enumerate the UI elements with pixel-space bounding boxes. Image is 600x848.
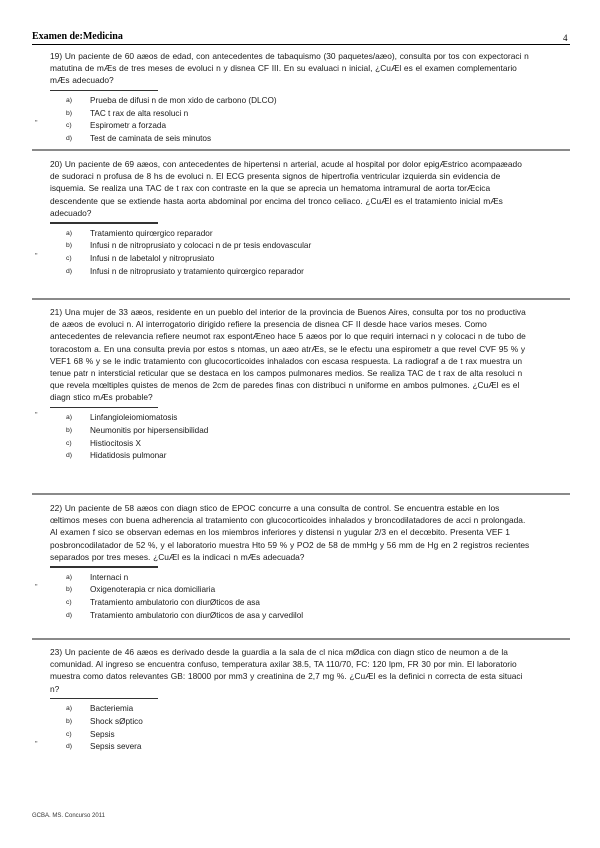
- correct-answer-marker: ": [35, 120, 38, 128]
- question-divider: [32, 149, 570, 151]
- question-divider: [32, 298, 570, 300]
- option-text: Oxigenoterapia cr nica domiciliaria: [90, 585, 216, 595]
- option-letter: d): [66, 743, 73, 751]
- question-stem: 20) Un paciente de 69 aæos, con antecedentes de hipertensi n arterial, acude al hospital por dolor epigÆstrico acompaæado de sudoraci n profusa de 8 hs de evoluci n. El ECG presenta signos de hipertrofia ventricular izquierda sin evidencia de isquemia. Se realiza una TAC de t rax con contraste en la que se aprecia un hematoma intramural de aorta torÆcica descendente que se extiende hasta aorta abdominal por encima del tronco celiaco. ¿CuÆl es el tratamiento inicial mÆs adecuado?: [50, 159, 522, 218]
- option-text: Tratamiento ambulatorio con diurØticos de asa: [90, 597, 260, 607]
- option-c[interactable]: [50, 729, 530, 742]
- correct-answer-marker: ": [35, 584, 38, 592]
- option-c[interactable]: [35, 252, 530, 266]
- option-text: Infusi n de nitroprusiato y colocaci n de pr tesis endovascular: [90, 241, 312, 251]
- option-a[interactable]: [50, 228, 530, 241]
- option-d[interactable]: [50, 133, 530, 146]
- option-c[interactable]: [35, 120, 530, 133]
- option-letter: c): [66, 439, 72, 447]
- option-text: Histiocitosis X: [90, 438, 141, 448]
- answer-underline: [50, 566, 158, 568]
- option-text: Tratamiento quirœrgico reparador: [90, 228, 213, 238]
- question-stem: 23) Un paciente de 46 aæos es derivado desde la guardia a la sala de cl nica mØdica con diagn stico de neumon a de la comunidad. Al ingreso se encuentra confuso, temperatura axilar 38.5, TA 110/70, FC: 120 lpm, FR 30 por min. El laboratorio muestra como datos relevantes GB: 18000 por mm3 y creatinina de 2,7 mg %. ¿CuÆl es la definici n correcta de esta situaci n?: [50, 647, 523, 694]
- option-letter: b): [66, 718, 73, 725]
- option-b[interactable]: [50, 108, 530, 121]
- question-divider: [32, 638, 570, 640]
- footer: GCBA. MS. Concurso 2011: [32, 813, 105, 819]
- option-letter: b): [66, 426, 73, 434]
- question-23: [35, 646, 530, 754]
- option-text: Internaci n: [90, 572, 129, 582]
- question-21: [35, 306, 530, 463]
- option-letter: d): [66, 135, 73, 143]
- option-letter: b): [66, 242, 73, 250]
- answer-underline: [50, 407, 158, 409]
- question-stem: 22) Un paciente de 58 aæos con diagn stico de EPOC concurre a una consulta de control. Se encuentra estable en los œltimos meses con buena adherencia al tratamiento con glucocorticoides inhalados y broncodilatadores de acci n prolongada. Al examen f sico se observan edemas en los miembros inferiores y distensi n yugular 2/3 en el decœbito. Presenta VEF 1 posbroncodilatador de 52 %, y el laboratorio muestra Hto 59 % y PO2 de 58 de mmHg y 56 mm de Hg en 2 registros recientes separados por tres meses. ¿CuÆl es la indicaci n mÆs adecuada?: [50, 503, 530, 562]
- option-text: TAC t rax de alta resoluci n: [90, 108, 189, 118]
- option-letter: a): [66, 97, 73, 105]
- option-text: Infusi n de labetalol y nitroprusiato: [90, 253, 215, 263]
- option-text: Bacteriemia: [90, 704, 134, 714]
- correct-answer-marker: ": [35, 252, 38, 260]
- option-text: Linfangioleiomiomatosis: [90, 413, 178, 423]
- option-c[interactable]: [50, 438, 530, 451]
- question-20: [35, 158, 530, 278]
- header-divider: [32, 44, 570, 45]
- option-letter: c): [66, 598, 72, 606]
- option-b[interactable]: [35, 584, 530, 597]
- option-text: Sepsis severa: [90, 742, 142, 752]
- option-d[interactable]: [50, 450, 530, 463]
- option-d[interactable]: [50, 610, 530, 623]
- option-text: Test de caminata de seis minutos: [90, 134, 212, 144]
- page-number: 4: [563, 33, 568, 43]
- correct-answer-marker: ": [35, 741, 38, 749]
- option-letter: a): [66, 414, 73, 422]
- answer-underline: [50, 222, 158, 224]
- option-letter: d): [66, 611, 73, 619]
- question-19: [35, 50, 530, 146]
- question-22: [35, 502, 530, 622]
- question-stem: 19) Un paciente de 60 aæos de edad, con antecedentes de tabaquismo (30 paquetes/aæo), consulta por tos con expectoraci n matutina de mÆs de tres meses de evoluci n y disnea CF III. En su evaluaci n inicial, ¿CuÆl es el examen complementario mÆs adecuado?: [50, 51, 529, 86]
- exam-title: Examen de:Medicina: [32, 31, 123, 42]
- option-letter: c): [66, 254, 72, 262]
- option-a[interactable]: [35, 412, 530, 425]
- option-text: Prueba de difusi n de mon xido de carbono (DLCO): [90, 96, 277, 106]
- option-letter: b): [66, 109, 73, 117]
- answer-underline: [50, 698, 158, 700]
- question-stem: 21) Una mujer de 33 aæos, residente en un pueblo del interior de la provincia de Buenos Aires, consulta por tos no productiva de aæos de evoluci n. Al interrogatorio dirigido refiere la presencia de disnea CF II desde hace varios meses. Como antecedentes de relevancia refiere neumot rax espontÆneo hace 5 aæos por lo que requiri internaci n y colocaci n de tubo de toracostom a. En una consulta previa por estos s ntomas, un aæo atrÆs, se le efectu una espirometr a que revel CVF 95 % y VEF1 68 % y se le indic tratamiento con glucocorticoides inhalados con escasa respuesta. La radiograf a de t rax muestra un tenue patr n intersticial reticular que se destaca en los campos pulmonares medios. Se realiza TAC de t rax de alta resoluci n que revela mœltiples quistes de menos de 2cm de paredes finas con distribuci n uniforme en ambos pulmones. ¿CuÆl es el diagn stico mÆs probable?: [50, 307, 526, 403]
- option-b[interactable]: [50, 240, 530, 253]
- option-text: Hidatidosis pulmonar: [90, 451, 167, 461]
- option-b[interactable]: [50, 716, 530, 729]
- option-text: Espirometr a forzada: [90, 121, 166, 131]
- option-letter: d): [66, 267, 73, 275]
- question-divider: [32, 493, 570, 495]
- option-a[interactable]: [50, 572, 530, 585]
- option-letter: a): [66, 573, 73, 581]
- option-a[interactable]: [50, 703, 530, 716]
- option-a[interactable]: [50, 95, 530, 108]
- option-d[interactable]: [50, 266, 530, 279]
- option-b[interactable]: [50, 425, 530, 438]
- option-text: Infusi n de nitroprusiato y tratamiento quirœrgico reparador: [90, 266, 304, 276]
- option-letter: a): [66, 705, 73, 713]
- correct-answer-marker: ": [35, 412, 38, 420]
- option-text: Neumonitis por hipersensibilidad: [90, 425, 209, 435]
- answer-underline: [50, 90, 158, 92]
- option-text: Tratamiento ambulatorio con diurØticos de asa y carvedilol: [90, 610, 304, 620]
- option-text: Sepsis: [90, 729, 115, 739]
- option-letter: c): [66, 730, 72, 738]
- option-letter: c): [66, 122, 72, 130]
- option-d[interactable]: [35, 741, 530, 754]
- option-text: Shock sØptico: [90, 717, 143, 726]
- option-letter: a): [66, 229, 73, 237]
- option-c[interactable]: [50, 597, 530, 610]
- option-letter: d): [66, 452, 73, 460]
- option-letter: b): [66, 586, 73, 594]
